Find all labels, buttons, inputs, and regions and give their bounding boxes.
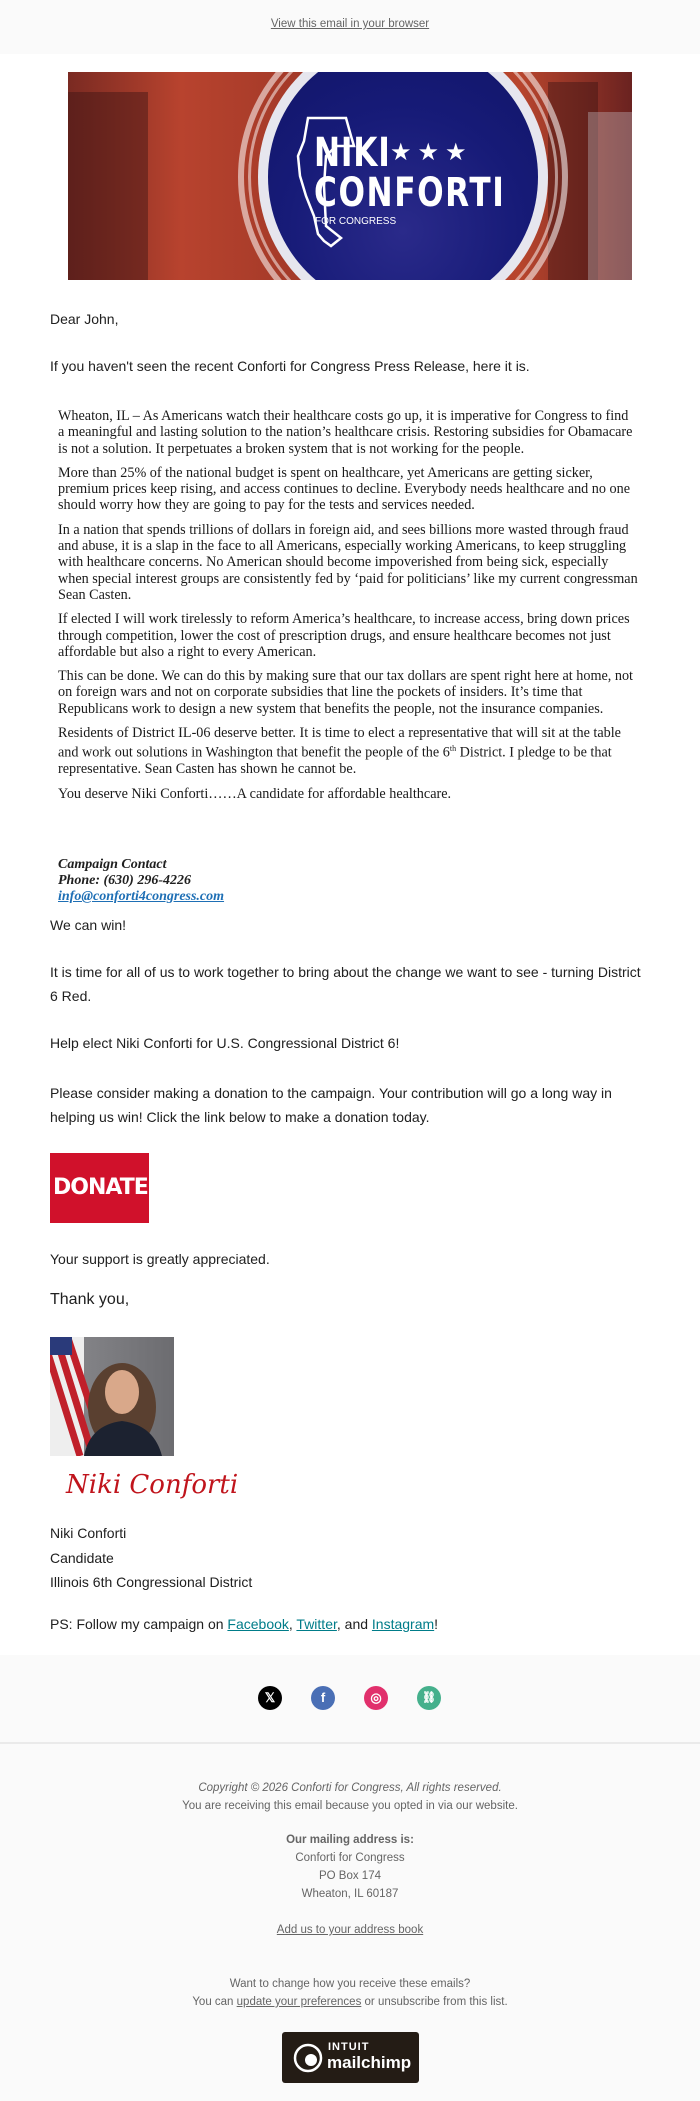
ps-separator: , [288, 1616, 297, 1632]
link-icon[interactable]: ⛓ [417, 1686, 441, 1710]
unsubscribe-text: or unsubscribe from this list. [361, 1996, 508, 2008]
footer-divider [0, 1742, 700, 1744]
freddie-icon [292, 2041, 324, 2075]
logo-stars: ★★★ [390, 139, 473, 166]
facebook-icon[interactable]: f [311, 1686, 335, 1710]
ps-follow [50, 1612, 650, 1636]
press-paragraph [58, 725, 638, 778]
mailchimp-wordmark: mailchimp [327, 2053, 412, 2072]
address-line: Wheaton, IL 60187 [301, 1888, 399, 1900]
residents-text-end: District. I pledge to be that representative. Sean Casten has shown he cannot be. [58, 745, 612, 778]
thank-you-text: Thank you, [50, 1291, 130, 1308]
change-prefs-text: Want to change how you receive these emails? [229, 1978, 471, 1990]
address-line: Conforti for Congress [295, 1852, 405, 1864]
campaign-contact [58, 857, 224, 905]
contact-email-link[interactable]: info@conforti4congress.com [58, 889, 225, 904]
intuit-wordmark: INTUIT [328, 2041, 370, 2053]
view-in-browser-link[interactable]: View this email in your browser [270, 18, 430, 30]
press-paragraph: If elected I will work tirelessly to reform America’s healthcare, to increase access, bring down prices through competition, lower the cost of prescription drugs, and ensure healthcare becomes not just affordable but also a right to every American. [58, 611, 630, 660]
facebook-link[interactable]: Facebook [227, 1616, 289, 1632]
contact-title: Campaign Contact [58, 857, 167, 872]
ps-text: ! [434, 1616, 439, 1632]
signer-title: Candidate [50, 1550, 114, 1566]
mailing-label: Our mailing address is: [286, 1834, 414, 1846]
donate-button[interactable]: DONATE [50, 1153, 149, 1223]
logo-first-name: NIKI [314, 130, 391, 176]
update-preferences-link[interactable]: update your preferences [236, 1996, 362, 2008]
signer-district: Illinois 6th Congressional District [50, 1574, 253, 1590]
contact-phone: Phone: (630) 296-4226 [58, 873, 191, 888]
x-icon[interactable]: 𝕏 [258, 1686, 282, 1710]
ps-separator: , and [336, 1616, 372, 1632]
copyright: Copyright © 2026 Conforti for Congress, All rights reserved. [198, 1782, 502, 1794]
ordinal-suffix: th [449, 744, 457, 754]
press-paragraph: Wheaton, IL – As Americans watch their healthcare costs go up, it is imperative for Congress to find a meaningful and lasting solution to the nation’s healthcare crisis. Restoring subsidies for Obamacare is not a solution. It perpetuates a broken system that is not working for the people. [58, 408, 633, 457]
we-can-win-text: We can win! [50, 917, 126, 933]
press-closing: You deserve Niki Conforti……A candidate for affordable healthcare. [58, 785, 452, 802]
address-line: PO Box 174 [318, 1870, 381, 1882]
press-paragraph: This can be done. We can do this by making sure that our tax dollars are spent right here at home, not on foreign wars and not on corporate subsidies that line the pockets of insiders. It’s time that Republicans work to design a new system that benefits the people, not the insurance companies. [58, 668, 634, 717]
campaign-banner[interactable] [68, 72, 632, 280]
intro-text: If you haven't seen the recent Conforti for Congress Press Release, here it is. [50, 358, 530, 374]
building [588, 112, 632, 280]
preferences-row [0, 1993, 700, 2011]
press-release [58, 408, 638, 810]
logo-tagline: FOR CONGRESS [315, 216, 397, 227]
add-to-address-book-link[interactable]: Add us to your address book [276, 1924, 424, 1936]
address-book-row [0, 1921, 700, 1939]
instagram-icon[interactable]: ◎ [364, 1686, 388, 1710]
flag-icon [50, 1337, 94, 1456]
logo-last-name: CONFORTI [314, 170, 506, 216]
residents-text: Residents of District IL-06 deserve better. It is time to elect a representative that will sit at the table and work out solutions in Washington that benefit the people of the 6 [58, 725, 621, 762]
mailchimp-badge[interactable] [282, 2032, 419, 2083]
press-paragraph: In a nation that spends trillions of dollars in foreign aid, and sees billions more wasted through fraud and abuse, it is a slap in the face to all Americans, especially working Americans, to keep struggling with healthcare concerns. No American should become impoverished from being sick, especially when special interest groups are consistently fed by ‘paid for politicians’ like my current congressman Sean Casten. [58, 521, 638, 603]
press-paragraph: More than 25% of the national budget is spent on healthcare, yet Americans are getting sicker, premium prices keep rising, and access continues to decline. Everybody needs healthcare and no one should worry how they are going to pay for the tests and services needed. [58, 464, 631, 514]
building [68, 92, 148, 280]
instagram-link[interactable]: Instagram [371, 1616, 435, 1632]
twitter-link[interactable]: Twitter [296, 1616, 337, 1632]
time-for-all-text: It is time for all of us to work together to bring about the change we want to see - turning District 6 Red. [50, 964, 641, 1004]
ps-text: PS: Follow my campaign on [50, 1616, 228, 1632]
signature: Niki Conforti [66, 1470, 239, 1500]
donation-request-text: Please consider making a donation to the campaign. Your contribution will go a long way in helping us win! Click the link below to make a donation today. [50, 1085, 612, 1125]
opt-in-reason: You are receiving this email because you opted in via our website. [182, 1800, 518, 1812]
signer-name: Niki Conforti [50, 1525, 127, 1541]
photo-illustration [50, 1337, 174, 1456]
support-text: Your support is greatly appreciated. [50, 1251, 270, 1267]
prefs-text: You can [192, 1996, 237, 2008]
greeting: Dear John, [50, 311, 119, 327]
candidate-photo [50, 1337, 174, 1456]
help-elect-text: Help elect Niki Conforti for U.S. Congressional District 6! [50, 1035, 400, 1051]
